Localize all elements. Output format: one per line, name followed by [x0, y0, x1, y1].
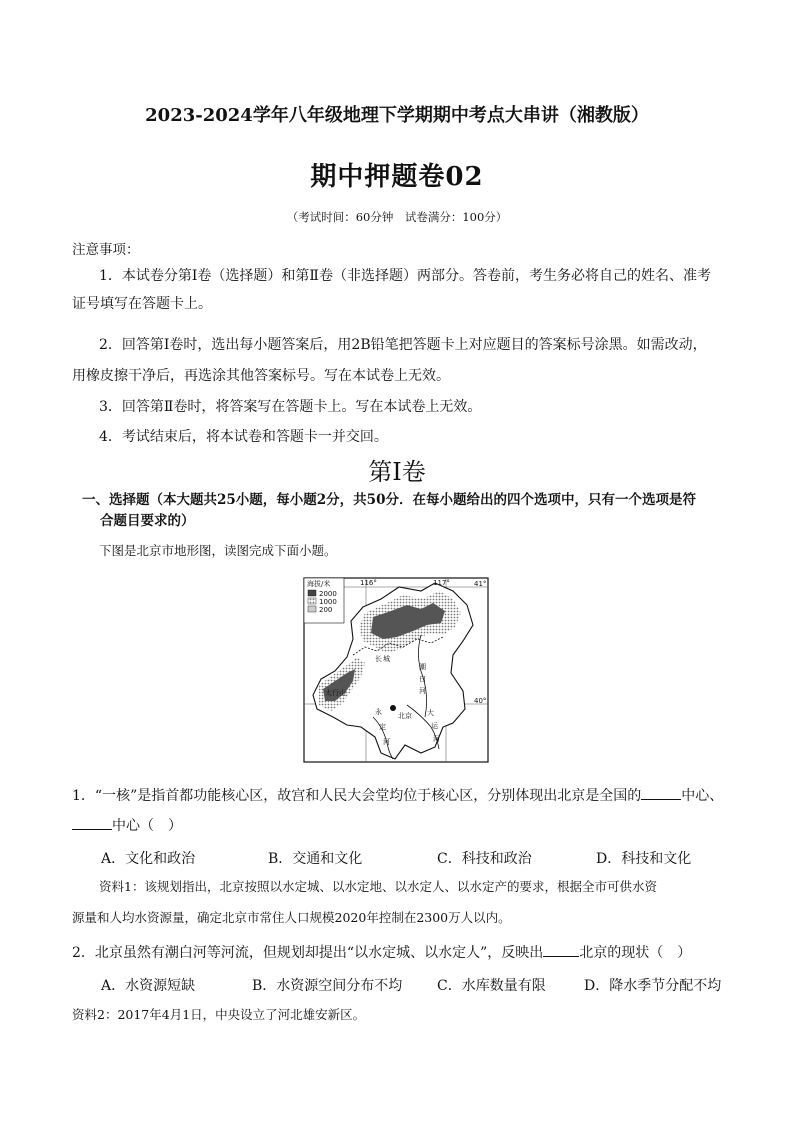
- q1-option-b[interactable]: B．交通和文化: [268, 851, 363, 867]
- legend-level-2000: 2000: [319, 590, 337, 598]
- q2-stem-part2: 北京的现状（ ）: [579, 945, 692, 961]
- label-yong: 永: [375, 708, 382, 716]
- notice-item-2-cont: 用橡皮擦干净后，再选涂其他答案标号。写在本试卷上无效。: [72, 368, 450, 384]
- q2-blank-1: [543, 942, 579, 957]
- label-he-1: 河: [419, 687, 426, 695]
- exam-info: （考试时间：60分钟 试卷满分：100分）: [286, 210, 508, 224]
- material-1: 资料1：该规划指出，北京按照以水定城、以水定地、以水定人、以水定产的要求，根据全市可供水资: [99, 879, 657, 894]
- lon-label-117: 117°: [433, 579, 450, 587]
- material-1-cont: 源量和人均水资源量，确定北京市常住人口规模2020年控制在2300万人以内。: [72, 910, 511, 925]
- q2-stem-part1: 2．北京虽然有潮白河等河流，但规划却提出“以水定城、以水定人”，反映出: [72, 945, 544, 961]
- q2-option-b[interactable]: B．水资源空间分布不均: [252, 978, 403, 994]
- section-heading-line1: 一、选择题（本大题共25小题，每小题2分，共50分．在每小题给出的四个选项中，只有一个选项是符: [82, 492, 696, 508]
- q1-stem-part3: 中心（ ）: [112, 818, 182, 834]
- section-heading-line2: 合题目要求的）: [100, 513, 195, 529]
- q1-stem-part1: 1．“一核”是指首都功能核心区，故宫和人民大会堂均位于核心区，分别体现出北京是全国的: [72, 788, 642, 804]
- q1-blank-1: [641, 785, 681, 800]
- q1-stem-part2: 中心、: [681, 788, 724, 804]
- volume-title: 第Ⅰ卷: [368, 458, 426, 486]
- lat-label-40: 40°: [474, 697, 487, 705]
- lat-label-41: 41°: [474, 580, 487, 588]
- label-beijing: 北京: [398, 712, 412, 720]
- notice-item-3: 3．回答第Ⅱ卷时，将答案写在答题卡上。写在本试卷上无效。: [99, 399, 482, 415]
- label-yun: 运: [431, 722, 438, 730]
- q1-blank-2: [72, 815, 112, 830]
- question-1-stem-cont: [72, 815, 182, 835]
- section-heading: [82, 490, 732, 532]
- beijing-terrain-map: [303, 577, 489, 763]
- paper-subtitle: 期中押题卷02: [310, 162, 484, 192]
- label-bai: 白: [419, 675, 426, 683]
- q1-option-a[interactable]: A．文化和政治: [101, 851, 196, 867]
- q2-option-d[interactable]: D．降水季节分配不均: [584, 978, 722, 994]
- document-title: 2023-2024学年八年级地理下学期期中考点大串讲（湘教版）: [145, 105, 649, 126]
- label-he-3: 河: [433, 735, 440, 743]
- label-cheng: 城: [383, 655, 390, 663]
- question-2-options: [0, 975, 794, 995]
- q2-option-c[interactable]: C．水库数量有限: [437, 978, 546, 994]
- legend-title: 海拔/米: [307, 580, 331, 588]
- map-intro: 下图是北京市地形图，读图完成下面小题。: [99, 543, 337, 558]
- label-taihang: 太行山: [325, 689, 346, 697]
- q2-option-a[interactable]: A．水资源短缺: [101, 978, 196, 994]
- q1-option-c[interactable]: C．科技和政治: [437, 851, 532, 867]
- label-chao: 潮: [419, 663, 426, 671]
- notice-heading: 注意事项：: [72, 242, 140, 258]
- question-2-stem: [72, 942, 732, 962]
- lon-label-116: 116°: [360, 579, 377, 587]
- label-he-2: 河: [383, 738, 390, 746]
- notice-item-2: 2．回答第Ⅰ卷时，选出每小题答案后，用2B铅笔把答题卡上对应题目的答案标号涂黑。如需改动，: [99, 337, 707, 353]
- q1-option-d[interactable]: D．科技和文化: [596, 851, 692, 867]
- legend-level-200: 200: [319, 606, 333, 614]
- label-da: 大: [427, 709, 434, 717]
- label-chang: 长: [375, 655, 382, 663]
- material-2: 资料2：2017年4月1日，中央设立了河北雄安新区。: [72, 1007, 366, 1022]
- question-1-options: [0, 848, 794, 868]
- notice-item-1: 1．本试卷分第Ⅰ卷（选择题）和第Ⅱ卷（非选择题）两部分。答卷前，考生务必将自己的姓名、准考: [99, 268, 711, 284]
- notice-item-4: 4．考试结束后，将本试卷和答题卡一并交回。: [99, 429, 388, 445]
- label-ding: 定: [379, 723, 386, 731]
- question-1-stem: [72, 783, 732, 809]
- notice-item-1-cont: 证号填写在答题卡上。: [72, 296, 212, 312]
- legend-level-1000: 1000: [319, 598, 337, 606]
